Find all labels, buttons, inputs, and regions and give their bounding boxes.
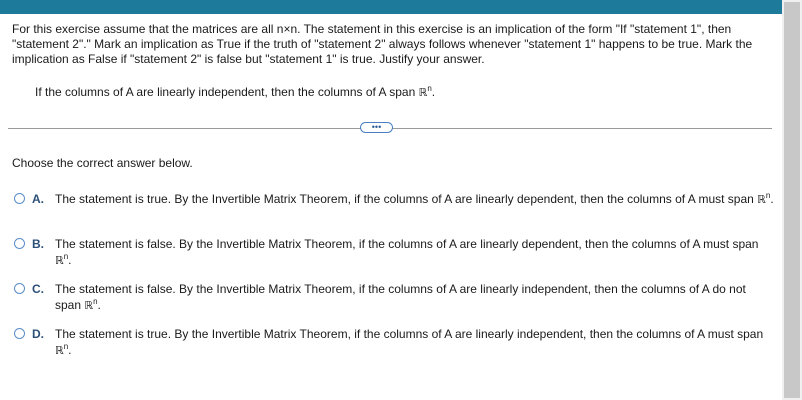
real-space-symbol: ℝ	[757, 193, 766, 206]
option-letter: B.	[32, 237, 44, 251]
question-instructions: For this exercise assume that the matrices are all n×n. The statement in this exercise is an implication of the form "If "statement 1", then "statement 2"." Mark an implication as True if the truth of "statement 2" always follows whenever "statement 1" happens to be true. Mark the implication as False if "statement 2" is false but "statement 1" is true. Justify your answer.	[12, 22, 753, 66]
expand-more-button[interactable]: •••	[360, 122, 393, 133]
option-d[interactable]	[14, 326, 774, 359]
option-a[interactable]	[14, 191, 774, 224]
option-text: The statement is true. By the Invertible Matrix Theorem, if the columns of A are linearly independent, then the columns of A must span	[55, 327, 764, 341]
real-space-symbol: ℝ	[55, 254, 64, 267]
real-space-symbol: ℝ	[55, 344, 64, 357]
option-period: .	[68, 253, 72, 267]
option-letter: C.	[32, 282, 44, 296]
option-b[interactable]	[14, 236, 774, 269]
real-space-exponent: n	[63, 252, 69, 261]
answer-options	[14, 191, 774, 371]
real-space-exponent: n	[765, 191, 771, 200]
radio-button-b[interactable]	[14, 238, 25, 249]
real-space-exponent: n	[63, 342, 69, 351]
radio-button-d[interactable]	[14, 328, 25, 339]
option-letter: A.	[32, 192, 44, 206]
option-text: The statement is true. By the Invertible Matrix Theorem, if the columns of A are linearly dependent, then the columns of A must span	[55, 192, 758, 206]
top-banner	[0, 0, 782, 14]
answer-prompt: Choose the correct answer below.	[12, 156, 193, 170]
option-c[interactable]	[14, 281, 774, 314]
option-period: .	[97, 298, 101, 312]
statement-text: If the columns of A are linearly independent, then the columns of A span	[35, 85, 419, 99]
scrollbar[interactable]	[782, 0, 802, 400]
question-area	[12, 22, 772, 100]
radio-button-c[interactable]	[14, 283, 25, 294]
real-space-symbol: ℝ	[418, 86, 428, 99]
statement-period: .	[431, 85, 436, 99]
real-space-symbol: ℝ	[84, 299, 94, 312]
real-space-exponent: n	[427, 84, 432, 93]
radio-button-a[interactable]	[14, 193, 25, 204]
option-period: .	[68, 343, 72, 357]
option-period: .	[770, 192, 774, 206]
real-space-exponent: n	[93, 297, 98, 306]
option-text: The statement is false. By the Invertible Matrix Theorem, if the columns of A are linearly independent, then the columns of A do not span	[55, 282, 746, 312]
scrollbar-thumb[interactable]	[784, 2, 800, 398]
option-letter: D.	[32, 327, 44, 341]
option-text: The statement is false. By the Invertible Matrix Theorem, if the columns of A are linearly dependent, then the columns of A must span	[55, 237, 759, 251]
question-statement	[35, 85, 772, 100]
